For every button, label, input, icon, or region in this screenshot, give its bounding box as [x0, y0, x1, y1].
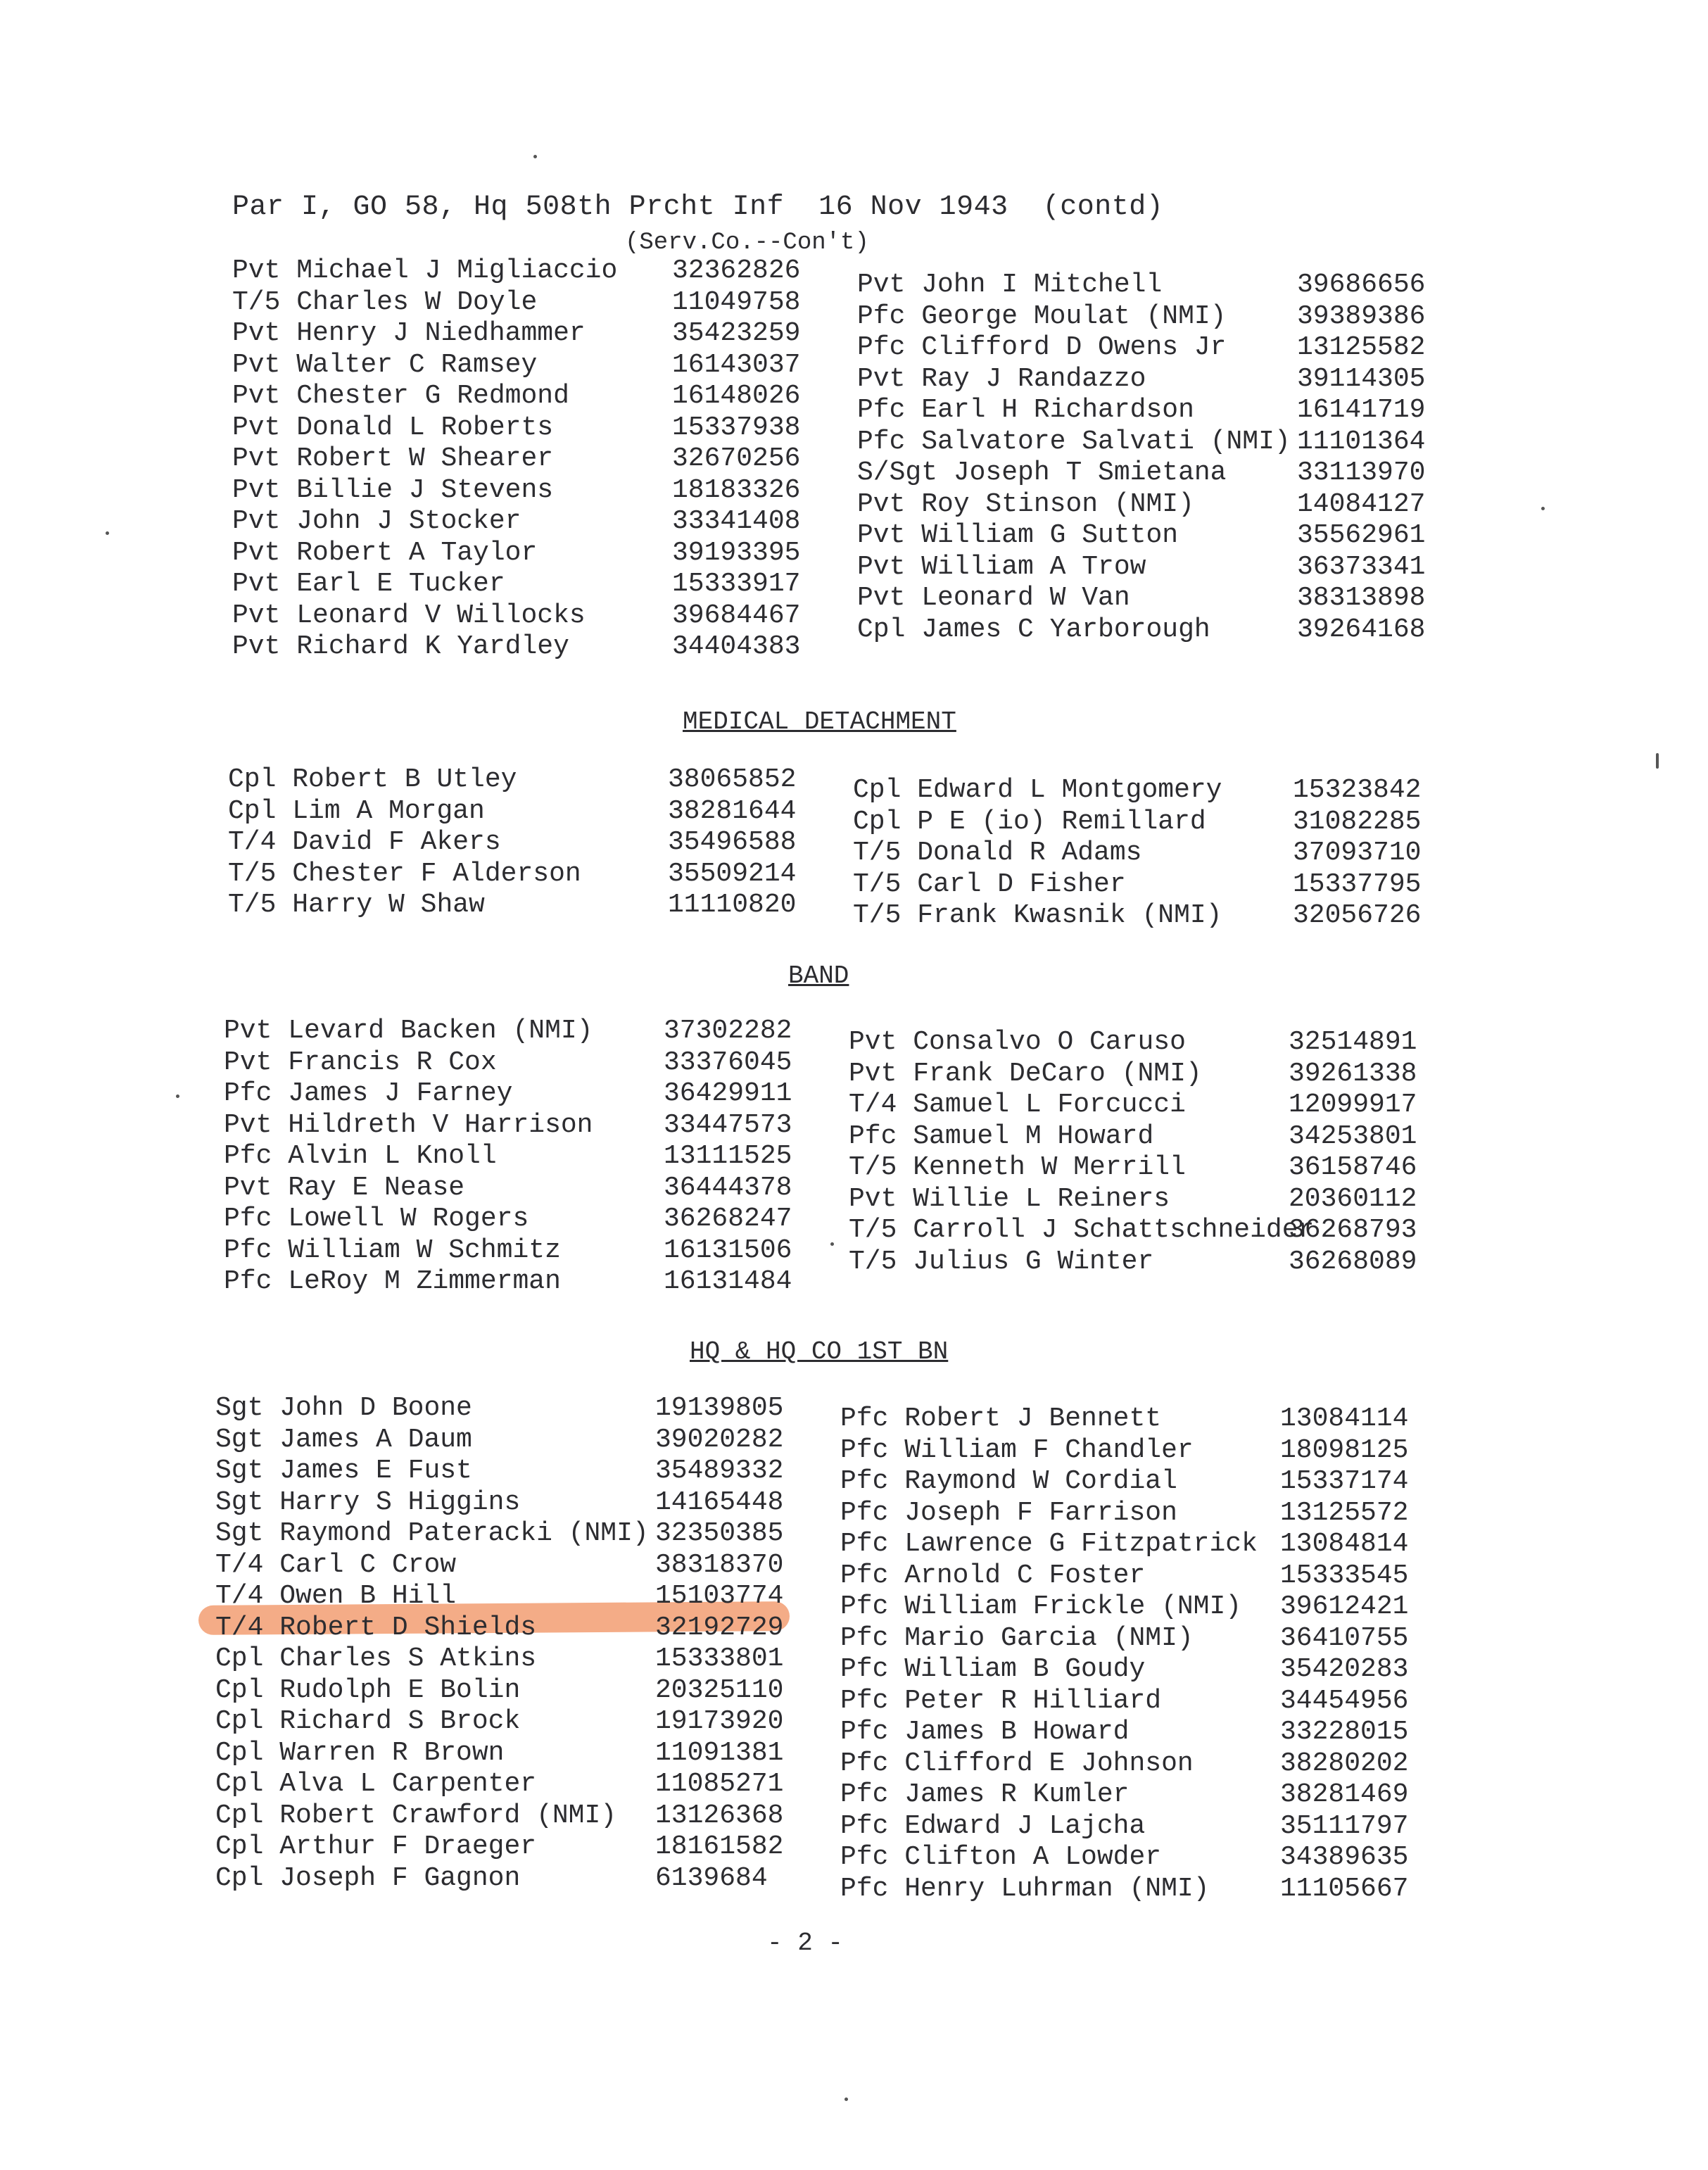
soldier-name: T/4 Owen B Hill	[215, 1581, 457, 1611]
serial-number: 39114305	[1297, 363, 1426, 394]
soldier-name: Pfc Raymond W Cordial	[840, 1466, 1177, 1496]
serial-number: 15337174	[1280, 1466, 1409, 1496]
serial-number: 36429911	[664, 1078, 792, 1109]
serial-number: 14165448	[655, 1487, 784, 1518]
scan-speck	[1541, 507, 1545, 510]
soldier-name: Pfc Joseph F Farrison	[840, 1497, 1177, 1528]
soldier-name: Pvt Leonard W Van	[857, 583, 1130, 613]
serial-number: 34454956	[1280, 1685, 1409, 1716]
serial-number: 33113970	[1297, 458, 1426, 488]
soldier-name: T/4 Samuel L Forcucci	[849, 1090, 1186, 1120]
soldier-name: Cpl Lim A Morgan	[228, 795, 485, 826]
serial-number: 16141719	[1297, 395, 1426, 425]
soldier-name: Cpl Arthur F Draeger	[215, 1831, 537, 1862]
serial-number: 39389386	[1297, 301, 1426, 332]
soldier-name: Pvt Willie L Reiners	[849, 1183, 1170, 1214]
serial-number: 35509214	[668, 858, 797, 889]
soldier-name: T/5 Carroll J Schattschneider	[849, 1215, 1315, 1245]
soldier-name: T/5 Donald R Adams	[853, 838, 1142, 868]
serial-number: 13084114	[1280, 1403, 1409, 1434]
serial-number: 37093710	[1293, 838, 1422, 868]
soldier-name: Pvt Roy Stinson (NMI)	[857, 488, 1194, 519]
serial-number: 37302282	[664, 1016, 792, 1046]
soldier-name: Sgt Raymond Pateracki (NMI)	[215, 1518, 649, 1548]
soldier-name: Pvt Frank DeCaro (NMI)	[849, 1058, 1202, 1089]
serial-number: 11091381	[655, 1737, 784, 1768]
serial-number: 12099917	[1289, 1090, 1417, 1120]
soldier-name: Cpl Robert B Utley	[228, 764, 517, 795]
serial-number: 39020282	[655, 1424, 784, 1455]
serial-number: 33376045	[664, 1047, 792, 1078]
serial-number: 34253801	[1289, 1121, 1417, 1152]
soldier-name: Pfc James B Howard	[840, 1717, 1130, 1747]
soldier-name: Cpl Charles S Atkins	[215, 1644, 537, 1674]
serial-number: 15333545	[1280, 1560, 1409, 1591]
soldier-name: Cpl Rudolph E Bolin	[215, 1674, 521, 1705]
soldier-name: Pfc Earl H Richardson	[857, 395, 1194, 425]
serial-number: 34389635	[1280, 1842, 1409, 1872]
soldier-name: Pvt Ray E Nease	[224, 1172, 465, 1203]
soldier-name: Pvt Donald L Roberts	[232, 412, 554, 443]
serial-number: 15337938	[672, 412, 801, 443]
serial-number: 36410755	[1280, 1622, 1409, 1653]
serial-number: 35111797	[1280, 1810, 1409, 1841]
soldier-name: Pfc Clifford E Johnson	[840, 1748, 1194, 1779]
soldier-name: Pvt William G Sutton	[857, 520, 1179, 550]
soldier-name: Pfc William Frickle (NMI)	[840, 1591, 1242, 1622]
soldier-name: T/5 Frank Kwasnik (NMI)	[853, 900, 1222, 931]
serial-number: 39684467	[672, 600, 801, 631]
soldier-name: Sgt Harry S Higgins	[215, 1487, 521, 1518]
soldier-name: Cpl Warren R Brown	[215, 1737, 505, 1768]
serial-number: 32514891	[1289, 1027, 1417, 1057]
serial-number: 16143037	[672, 349, 801, 380]
soldier-name: T/5 Charles W Doyle	[232, 286, 538, 317]
soldier-name: Pvt Francis R Cox	[224, 1047, 497, 1078]
soldier-name: T/4 Robert D Shields	[215, 1612, 537, 1643]
serial-number: 11105667	[1280, 1873, 1409, 1904]
soldier-name: Pvt William A Trow	[857, 551, 1146, 582]
soldier-name: Pfc Henry Luhrman (NMI)	[840, 1873, 1210, 1904]
serial-number: 11049758	[672, 286, 801, 317]
serial-number: 38281469	[1280, 1779, 1409, 1810]
serial-number: 16131484	[664, 1266, 792, 1297]
serial-number: 38280202	[1280, 1748, 1409, 1779]
serial-number: 19139805	[655, 1393, 784, 1423]
soldier-name: Pfc Lowell W Rogers	[224, 1204, 529, 1234]
serial-number: 18161582	[655, 1831, 784, 1862]
serial-number: 20325110	[655, 1674, 784, 1705]
soldier-name: Pvt John J Stocker	[232, 506, 521, 536]
serial-number: 36444378	[664, 1172, 792, 1203]
serial-number: 18183326	[672, 474, 801, 505]
scan-speck	[1656, 753, 1659, 769]
soldier-name: Cpl James C Yarborough	[857, 614, 1210, 645]
serial-number: 34404383	[672, 631, 801, 662]
serial-number: 32670256	[672, 443, 801, 474]
soldier-name: Pvt Michael J Migliaccio	[232, 256, 618, 286]
soldier-name: Cpl P E (io) Remillard	[853, 806, 1206, 837]
soldier-name: Pfc William W Schmitz	[224, 1235, 561, 1266]
soldier-name: Sgt James E Fust	[215, 1456, 472, 1486]
serial-number: 16148026	[672, 381, 801, 411]
soldier-name: Pvt Richard K Yardley	[232, 631, 569, 662]
soldier-name: T/5 Carl D Fisher	[853, 869, 1126, 900]
soldier-name: Pfc Robert J Bennett	[840, 1403, 1162, 1434]
soldier-name: T/5 Julius G Winter	[849, 1246, 1154, 1277]
scan-speck	[106, 531, 109, 535]
serial-number: 36158746	[1289, 1152, 1417, 1182]
soldier-name: Pvt Chester G Redmond	[232, 381, 569, 411]
serial-number: 6139684	[655, 1862, 768, 1893]
scan-speck	[844, 2098, 848, 2101]
soldier-name: Pvt Ray J Randazzo	[857, 363, 1146, 394]
soldier-name: Pfc Lawrence G Fitzpatrick	[840, 1529, 1258, 1559]
soldier-name: Cpl Robert Crawford (NMI)	[215, 1800, 617, 1831]
serial-number: 11110820	[668, 890, 797, 920]
soldier-name: Pvt Henry J Niedhammer	[232, 318, 586, 348]
serial-number: 13125572	[1280, 1497, 1409, 1528]
soldier-name: Pvt Levard Backen (NMI)	[224, 1016, 593, 1046]
soldier-name: Pfc Salvatore Salvati (NMI)	[857, 426, 1291, 457]
serial-number: 15337795	[1293, 869, 1422, 900]
soldier-name: Pvt Billie J Stevens	[232, 474, 554, 505]
serial-number: 36268793	[1289, 1215, 1417, 1245]
serial-number: 15323842	[1293, 775, 1422, 805]
serial-number: 33228015	[1280, 1717, 1409, 1747]
serial-number: 33341408	[672, 506, 801, 536]
soldier-name: Pvt Consalvo O Caruso	[849, 1027, 1186, 1057]
serial-number: 35420283	[1280, 1654, 1409, 1684]
serial-number: 11101364	[1297, 426, 1426, 457]
serial-number: 15333917	[672, 569, 801, 599]
soldier-name: T/5 Kenneth W Merrill	[849, 1152, 1186, 1182]
soldier-name: Cpl Edward L Montgomery	[853, 775, 1222, 805]
soldier-name: Pfc Edward J Lajcha	[840, 1810, 1146, 1841]
serial-number: 39264168	[1297, 614, 1426, 645]
soldier-name: Pfc Samuel M Howard	[849, 1121, 1154, 1152]
serial-number: 39261338	[1289, 1058, 1417, 1089]
document-subheader: (Serv.Co.--Con't)	[625, 229, 869, 256]
soldier-name: T/4 Carl C Crow	[215, 1549, 457, 1580]
soldier-name: Sgt John D Boone	[215, 1393, 472, 1423]
soldier-name: Pfc James R Kumler	[840, 1779, 1130, 1810]
soldier-name: Pfc Arnold C Foster	[840, 1560, 1146, 1591]
soldier-name: Pvt Robert W Shearer	[232, 443, 554, 474]
serial-number: 13111525	[664, 1141, 792, 1171]
section-title-band: BAND	[788, 961, 849, 990]
soldier-name: T/4 David F Akers	[228, 827, 501, 857]
soldier-name: Pfc Peter R Hilliard	[840, 1685, 1162, 1716]
serial-number: 14084127	[1297, 488, 1426, 519]
serial-number: 36373341	[1297, 551, 1426, 582]
soldier-name: Pvt John I Mitchell	[857, 270, 1163, 300]
serial-number: 35423259	[672, 318, 801, 348]
soldier-name: S/Sgt Joseph T Smietana	[857, 458, 1227, 488]
serial-number: 18098125	[1280, 1434, 1409, 1465]
scan-speck	[176, 1095, 179, 1098]
soldier-name: Pvt Walter C Ramsey	[232, 349, 538, 380]
soldier-name: Pfc Clifton A Lowder	[840, 1842, 1162, 1872]
serial-number: 13084814	[1280, 1529, 1409, 1559]
soldier-name: Pfc Alvin L Knoll	[224, 1141, 497, 1171]
soldier-name: Pfc William F Chandler	[840, 1434, 1194, 1465]
scan-speck	[830, 1242, 834, 1246]
serial-number: 35496588	[668, 827, 797, 857]
serial-number: 39612421	[1280, 1591, 1409, 1622]
document-header: Par I, GO 58, Hq 508th Prcht Inf 16 Nov 1943 (contd)	[232, 191, 1164, 223]
soldier-name: Cpl Richard S Brock	[215, 1706, 521, 1736]
serial-number: 32362826	[672, 256, 801, 286]
serial-number: 15103774	[655, 1581, 784, 1611]
serial-number: 38281644	[668, 795, 797, 826]
serial-number: 35489332	[655, 1456, 784, 1486]
serial-number: 36268247	[664, 1204, 792, 1234]
soldier-name: Pfc William B Goudy	[840, 1654, 1146, 1684]
serial-number: 16131506	[664, 1235, 792, 1266]
serial-number: 19173920	[655, 1706, 784, 1736]
soldier-name: Pvt Leonard V Willocks	[232, 600, 586, 631]
soldier-name: Pfc George Moulat (NMI)	[857, 301, 1227, 332]
serial-number: 32192729	[655, 1612, 784, 1643]
serial-number: 33447573	[664, 1109, 792, 1140]
section-title-hq-1st-bn: HQ & HQ CO 1ST BN	[690, 1337, 949, 1366]
scan-speck	[533, 155, 537, 158]
serial-number: 39686656	[1297, 270, 1426, 300]
serial-number: 39193395	[672, 537, 801, 568]
soldier-name: Pvt Robert A Taylor	[232, 537, 538, 568]
serial-number: 38318370	[655, 1549, 784, 1580]
soldier-name: Pfc James J Farney	[224, 1078, 513, 1109]
soldier-name: Cpl Alva L Carpenter	[215, 1769, 537, 1799]
serial-number: 38065852	[668, 764, 797, 795]
serial-number: 11085271	[655, 1769, 784, 1799]
soldier-name: Pfc LeRoy M Zimmerman	[224, 1266, 561, 1297]
serial-number: 31082285	[1293, 806, 1422, 837]
soldier-name: Pvt Earl E Tucker	[232, 569, 505, 599]
soldier-name: Pfc Clifford D Owens Jr	[857, 332, 1227, 362]
section-title-medical-detachment: MEDICAL DETACHMENT	[683, 707, 956, 736]
serial-number: 35562961	[1297, 520, 1426, 550]
serial-number: 36268089	[1289, 1246, 1417, 1277]
serial-number: 15333801	[655, 1644, 784, 1674]
serial-number: 32056726	[1293, 900, 1422, 931]
soldier-name: T/5 Harry W Shaw	[228, 890, 485, 920]
serial-number: 13125582	[1297, 332, 1426, 362]
soldier-name: Pvt Hildreth V Harrison	[224, 1109, 593, 1140]
serial-number: 13126368	[655, 1800, 784, 1831]
soldier-name: Pfc Mario Garcia (NMI)	[840, 1622, 1194, 1653]
serial-number: 38313898	[1297, 583, 1426, 613]
page-number: - 2 -	[767, 1929, 844, 1957]
serial-number: 20360112	[1289, 1183, 1417, 1214]
soldier-name: T/5 Chester F Alderson	[228, 858, 581, 889]
soldier-name: Cpl Joseph F Gagnon	[215, 1862, 521, 1893]
serial-number: 32350385	[655, 1518, 784, 1548]
soldier-name: Sgt James A Daum	[215, 1424, 472, 1455]
